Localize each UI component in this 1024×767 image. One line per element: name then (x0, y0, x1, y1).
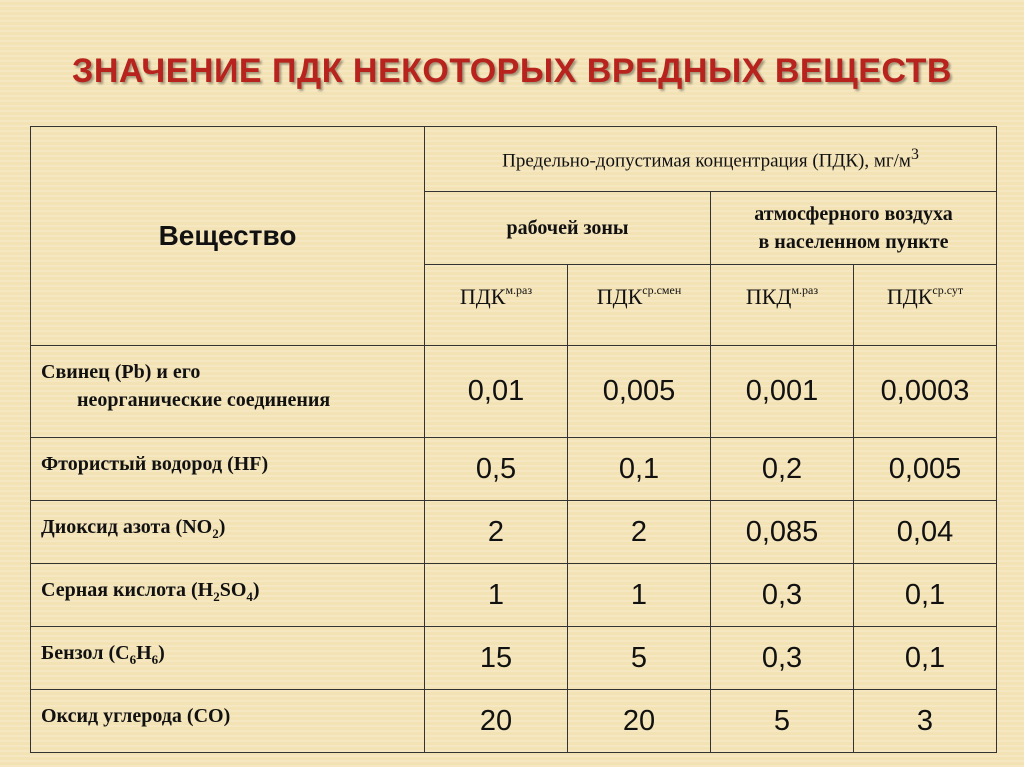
header-sub-2 (568, 265, 711, 346)
substance-name-part: Бензол (C (41, 642, 130, 664)
table-row (31, 564, 997, 627)
header-concentration (425, 127, 997, 192)
header-sub-1-base: ПДК (459, 284, 506, 309)
value-cell: 2 (425, 501, 568, 564)
substance-name: Фтористый водород (HF) (31, 438, 425, 501)
value-cell: 2 (568, 501, 711, 564)
value-cell: 15 (425, 627, 568, 690)
substance-name-subscript: 2 (212, 526, 219, 541)
value-cell: 0,5 (425, 438, 568, 501)
value-cell: 5 (568, 627, 711, 690)
header-sub-4-sup: ср.сут (932, 283, 964, 297)
value-cell: 0,1 (568, 438, 711, 501)
substance-name (31, 627, 425, 690)
value-cell: 0,2 (711, 438, 854, 501)
header-sub-1-sup: м.раз (505, 283, 533, 297)
header-sub-3-sup: м.раз (791, 283, 819, 297)
substance-name-subscript: 2 (213, 589, 220, 604)
page-title: ЗНАЧЕНИЕ ПДК НЕКОТОРЫХ ВРЕДНЫХ ВЕЩЕСТВ (72, 52, 952, 90)
value-cell: 1 (568, 564, 711, 627)
value-cell: 1 (425, 564, 568, 627)
value-cell: 0,01 (425, 346, 568, 438)
header-sub-1 (425, 265, 568, 346)
substance-name-part: ) (252, 579, 260, 601)
value-cell: 0,3 (711, 564, 854, 627)
substance-name-part: ) (158, 642, 165, 664)
value-cell: 0,04 (854, 501, 997, 564)
substance-name-line2: неорганические соединения (77, 389, 331, 411)
substance-name-subscript: 6 (129, 652, 137, 667)
substance-name-part: Диоксид азота (NO (41, 516, 213, 538)
table-row (31, 438, 997, 501)
substance-name (31, 501, 425, 564)
value-cell: 0,3 (711, 627, 854, 690)
value-cell: 20 (568, 690, 711, 753)
value-cell: 0,005 (854, 438, 997, 501)
header-sub-4-base: ПДК (886, 284, 933, 309)
value-cell: 5 (711, 690, 854, 753)
header-air-line1: атмосферного воздуха (754, 203, 953, 225)
value-cell: 0,1 (854, 564, 997, 627)
substance-name-part: H (136, 642, 152, 664)
table-row (31, 690, 997, 753)
substance-name-part: Серная кислота (H (41, 579, 214, 601)
value-cell: 0,001 (711, 346, 854, 438)
header-concentration-text: Предельно-допустимая концентрация (ПДК), мг/м (502, 150, 911, 172)
header-work-zone: рабочей зоны (425, 192, 711, 265)
header-sub-2-base: ПДК (596, 284, 643, 309)
substance-name-part: ) (218, 516, 226, 538)
substance-name-subscript: 4 (246, 589, 253, 604)
value-cell: 0,1 (854, 627, 997, 690)
table-row (31, 627, 997, 690)
substance-name-subscript: 6 (151, 652, 159, 667)
header-sub-4 (854, 265, 997, 346)
header-sub-3 (711, 265, 854, 346)
substance-name-part: SO (219, 579, 247, 601)
header-sub-3-base: ПКД (745, 284, 792, 309)
substance-name (31, 564, 425, 627)
value-cell: 0,0003 (854, 346, 997, 438)
value-cell: 20 (425, 690, 568, 753)
substance-name (31, 346, 425, 438)
pdk-table (30, 126, 997, 753)
substance-name-line1: Свинец (Pb) и его (41, 361, 201, 383)
table-row (31, 501, 997, 564)
value-cell: 3 (854, 690, 997, 753)
header-air-line2: в населенном пункте (758, 231, 949, 253)
substance-name: Оксид углерода (CO) (31, 690, 425, 753)
value-cell: 0,085 (711, 501, 854, 564)
header-concentration-sup: 3 (910, 145, 919, 163)
value-cell: 0,005 (568, 346, 711, 438)
table-row (31, 346, 997, 438)
header-air (711, 192, 997, 265)
header-sub-2-sup: ср.смен (642, 283, 682, 297)
header-substance: Вещество (31, 127, 425, 346)
